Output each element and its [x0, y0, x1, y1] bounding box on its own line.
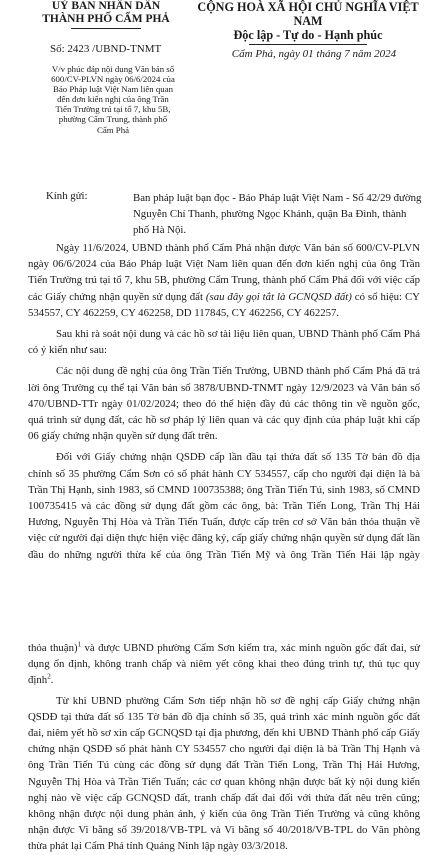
footnote-ref-2: 2 [47, 672, 51, 681]
footnote-ref-1: 1 [77, 640, 82, 649]
paragraph-1: Ngày 11/6/2024, UBND thành phố Cẩm Phả nhận được Văn bản số 600/CV-PLVN ngày 06/6/2024 của Báo Pháp luật Việt Nam liên quan đến đơn kiến nghị của ông Trần Tiến Trường trú tại tổ 7, khu 5B, phường Cẩm Trung, thành phố Cẩm Phả đối với việc cấp các Giấy chứng nhận quyền sử dụng đất (sau đây gọi tắt là GCNQSD đất) có số hiệu: CY 534557, CY 462259, CY 462258, DD 117845, CY 462256, CY 462257. [28, 242, 420, 319]
paragraph-2: Sau khi rà soát nội dung và các hồ sơ tài liệu liên quan, UBND Thành phố Cẩm Phả có ý kiến như sau: [28, 328, 420, 357]
motto: Độc lập - Tự do - Hạnh phúc [233, 28, 383, 42]
paragraph-3: Các nội dung đề nghị của ông Trần Tiến Trường, UBND thành phố Cẩm Phả đã trả lời ông Trường cụ thể tại Văn bản số 3878/UBND-TNMT ngày 12/9/2023 và Văn bản số 470/UBND-TTr ngày 01/02/2024; theo đó thể hiện đầy đủ các thông tin về nguồn gốc, quá trình sử dụng đất, các hồ sơ pháp lý liên quan và các quy định của pháp luật khi cấp 06 giấy chứng nhận quyền sử dụng đất trên. [28, 365, 420, 443]
agency-line-1: UỶ BAN NHÂN DÂN [51, 0, 161, 12]
document-abstract: V/v phúc đáp nội dung Văn bản số 600/CV-PLVN ngày 06/6/2024 của Báo Pháp luật Việt Nam liên quan đến đơn kiến nghị của ông Trần Tiến Trường trú tại tổ 7, khu 5B, phường Cẩm Trung, thành phố Cẩm Phả [51, 64, 175, 135]
national-heading [188, 0, 428, 45]
page-break-gap [0, 562, 431, 638]
national-title: CỘNG HOÀ XÃ HỘI CHỦ NGHĨA VIỆT NAM [197, 0, 419, 28]
paragraph-5: thỏa thuận)$^1$ và được UBND phường Cẩm Sơn kiểm tra, xác minh nguồn gốc đất đai, sử dụng ổn định, không tranh chấp và niêm yết công khai theo đúng trình tự, thủ tục quy định$^2$. [28, 640, 420, 687]
motto-underline [249, 44, 367, 45]
paragraph-4: Đối với Giấy chứng nhận QSDĐ cấp lần đầu tại thửa đất số 135 Tờ bản đồ địa chính số 35 phường Cẩm Sơn có số phát hành CY 534557, cấp cho người đại diện là bà Trần Thị Hạnh, sinh 1983, số CMND 100735388; ông Trần Tiến Tú, sinh 1983, số CMND 100735415 và các đồng sử dụng đất gồm các ông, bà: Trần Tiến Long, Trần Thị Hải Hương, Nguyễn Thị Hòa và Trần Tiến Tuấn, được cấp trên cơ sở Văn bản thỏa thuận về việc cử người đại diện thực hiện việc đăng ký, cấp giấy chứng nhận quyền sử dụng đất lần đầu do những người thừa kế của ông Trần Tiến Mỹ và ông Trần Tiến Hải lập ngày [28, 451, 420, 561]
recipient-label: Kính gửi: [46, 190, 88, 202]
paragraph-6: Từ khi UBND phường Cẩm Sơn tiếp nhận hồ sơ đề nghị cấp Giấy chứng nhận QSDĐ tại thửa đất số 135 Tờ bản đồ địa chính số 35, quá trình xác minh nguồn gốc đất đai, niêm yết hồ sơ xin cấp GCNQSD tại địa phương, đến khi UBND Thành phố cấp Giấy chứng nhận QSDĐ số phát hành CY 534557 cho người đại diện là bà Trần Thị Hạnh và ông Trần Tiến Tú cùng các đồng sử dụng đất Trần Tiến Long, Trần Thị Hải Hương, Nguyễn Thị Hòa và Trần Tiến Tuấn; các cơ quan không nhận được bất kỳ nội dung kiến nghị nào về việc cấp GCNQSD đất, tranh chấp đất đai đối với thửa đất nêu trên cũng; không nhận được nội dung phản ánh, ý kiến của ông Trần Tiến Trường và cũng không nhận được Vi bằng số 39/2018/VB-TPL và Vi bằng số 40/2018/VB-TPL do Văn phòng thừa phát lại Cẩm Phả tỉnh Quảng Ninh lập ngày 03/3/2018. [28, 694, 420, 853]
recipient-address: Ban pháp luật bạn đọc - Báo Pháp luật Việt Nam - Số 42/29 đường Nguyễn Chí Thanh, phường Ngọc Khánh, quận Ba Đình, thành phố Hà Nội. [133, 192, 422, 236]
body-top [28, 240, 420, 611]
date-line: Cẩm Phả, ngày 01 tháng 7 năm 2024 [231, 48, 397, 60]
agency-underline [71, 28, 141, 29]
document-number: Số: 2423 /UBND-TNMT [50, 43, 162, 55]
body-bottom [28, 640, 420, 855]
issuing-agency [40, 0, 172, 29]
agency-line-2: THÀNH PHỐ CẨM PHẢ [42, 13, 170, 25]
